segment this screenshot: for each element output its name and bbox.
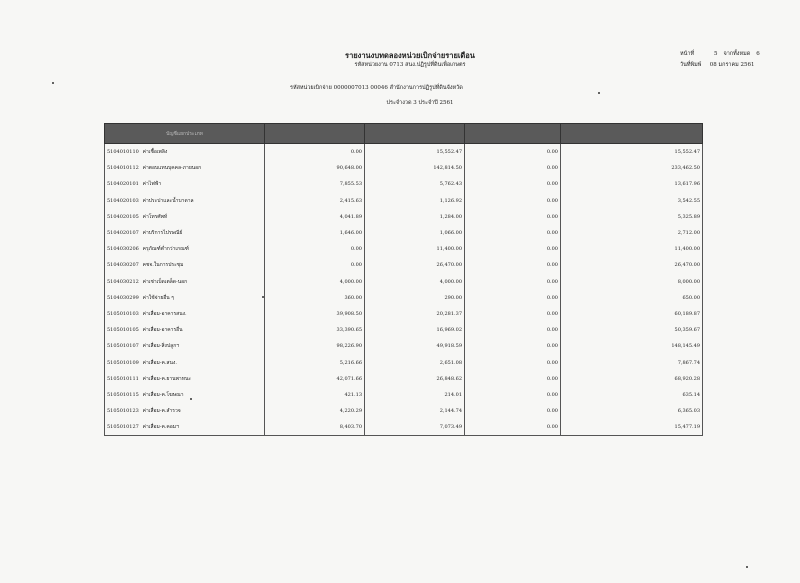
brought-forward-cell: 4,220.29 [265, 403, 365, 419]
credit-cell: 0.00 [465, 306, 561, 322]
account-name: ค่าไฟฟ้า [142, 181, 162, 188]
account-name: ค่าเสื่อม-ค.สำรวจ [142, 408, 181, 415]
debit-cell: 49,918.59 [365, 338, 465, 354]
debit-cell: 5,762.43 [365, 176, 465, 192]
account-name: ค่าเสื่อม-ค.คอมฯ [142, 424, 179, 431]
balance-cell: 650.00 [561, 290, 703, 306]
account-cell [105, 241, 265, 257]
balance-cell: 26,470.00 [561, 257, 703, 273]
account-cell [105, 209, 265, 225]
account-code: 5105010105 [107, 327, 139, 334]
debit-cell: 26,470.00 [365, 257, 465, 273]
table-row [105, 371, 703, 387]
brought-forward-cell: 360.00 [265, 290, 365, 306]
account-code: 5104030212 [107, 278, 139, 285]
report-title: รายงานงบทดลองหน่วยเบิกจ่ายรายเดือน [345, 51, 475, 60]
period-line: ประจำงวด 3 ประจำปี 2561 [386, 100, 454, 106]
debit-cell: 2,144.74 [365, 403, 465, 419]
scan-speck [52, 82, 54, 84]
print-date-label: วันที่พิมพ์ [680, 62, 702, 68]
account-cell [105, 160, 265, 176]
credit-cell: 0.00 [465, 338, 561, 354]
table-row [105, 160, 703, 176]
account-name: ค่าเสื่อม-ค.ยานพาหนะ [142, 375, 192, 382]
page-label: หน้าที่ [680, 51, 695, 57]
credit-cell: 0.00 [465, 193, 561, 209]
account-cell [105, 403, 265, 419]
scan-speck [190, 398, 192, 400]
account-cell [105, 176, 265, 192]
print-date: 08 มกราคม 2561 [709, 62, 755, 68]
credit-cell: 0.00 [465, 209, 561, 225]
account-code: 5104030206 [107, 246, 139, 253]
credit-cell: 0.00 [465, 354, 561, 370]
debit-cell: 290.00 [365, 290, 465, 306]
table-row [105, 338, 703, 354]
scan-speck [262, 296, 264, 298]
account-cell [105, 419, 265, 436]
account-name: ค่าโทรศัพท์ [142, 213, 168, 220]
column-header-brought-forward [265, 124, 365, 144]
debit-cell: 1,066.00 [365, 225, 465, 241]
account-code: 5104010112 [107, 165, 139, 172]
account-code: 5104020103 [107, 197, 139, 204]
column-header-balance [561, 124, 703, 144]
account-cell [105, 338, 265, 354]
account-cell [105, 144, 265, 161]
balance-cell: 15,477.19 [561, 419, 703, 436]
account-cell [105, 193, 265, 209]
table-row [105, 419, 703, 436]
brought-forward-cell: 0.00 [265, 241, 365, 257]
brought-forward-cell: 98,226.90 [265, 338, 365, 354]
agency-line: รหัสหน่วยงาน 0713 สนง.ปฏิรูปที่ดินเพื่อเกษตร [354, 62, 466, 68]
table-row [105, 257, 703, 273]
account-cell [105, 387, 265, 403]
balance-cell: 7,867.74 [561, 354, 703, 370]
account-name: ค่าเสื่อม-ค.โฆษณา [142, 391, 184, 398]
column-header-debit [365, 124, 465, 144]
account-code: 5104020101 [107, 181, 139, 188]
debit-cell: 20,281.37 [365, 306, 465, 322]
debit-cell: 214.01 [365, 387, 465, 403]
balance-cell: 635.14 [561, 387, 703, 403]
account-code: 5104010110 [107, 149, 139, 156]
brought-forward-cell: 5,216.66 [265, 354, 365, 370]
debit-cell: 15,552.47 [365, 144, 465, 161]
table-row [105, 322, 703, 338]
account-name: ค่าเช่าเบ็ดเตล็ด-นอก [142, 278, 188, 285]
account-code: 5105010115 [107, 391, 139, 398]
account-name: ค่าใช้จ่ายอื่น ๆ [142, 294, 174, 301]
page-info [680, 49, 764, 71]
debit-cell: 1,126.92 [365, 193, 465, 209]
account-name: ครุภัณฑ์ต่ำกว่าเกณฑ์ [142, 246, 189, 253]
total-label: จากทั้งหมด [723, 51, 751, 57]
account-cell [105, 290, 265, 306]
balance-cell: 233,462.50 [561, 160, 703, 176]
brought-forward-cell: 2,415.63 [265, 193, 365, 209]
account-code: 5105010103 [107, 310, 139, 317]
account-cell [105, 306, 265, 322]
balance-cell: 148,145.49 [561, 338, 703, 354]
debit-cell: 142,814.50 [365, 160, 465, 176]
credit-cell: 0.00 [465, 371, 561, 387]
account-name: ค่าเชื้อเพลิง [142, 149, 168, 156]
account-code: 5104030299 [107, 294, 139, 301]
credit-cell: 0.00 [465, 257, 561, 273]
brought-forward-cell: 0.00 [265, 144, 365, 161]
credit-cell: 0.00 [465, 290, 561, 306]
account-code: 5105010123 [107, 408, 139, 415]
scan-speck [746, 566, 748, 568]
table-row [105, 225, 703, 241]
account-code: 5105010107 [107, 343, 139, 350]
unit-line: รหัสหน่วยเบิกจ่าย 0000007013 00046 สำนักงานการปฏิรูปที่ดินจังหวัด [290, 85, 463, 91]
credit-cell: 0.00 [465, 144, 561, 161]
account-cell [105, 225, 265, 241]
account-cell [105, 354, 265, 370]
table-row [105, 209, 703, 225]
account-name: ค่าเสื่อม-สิ่งปลูกฯ [142, 343, 180, 350]
balance-cell: 11,400.00 [561, 241, 703, 257]
credit-cell: 0.00 [465, 176, 561, 192]
brought-forward-cell: 90,648.00 [265, 160, 365, 176]
account-code: 5105010127 [107, 424, 139, 431]
table-header-row [105, 124, 703, 144]
credit-cell: 0.00 [465, 387, 561, 403]
table-row [105, 403, 703, 419]
balance-cell: 6,365.03 [561, 403, 703, 419]
account-name: คชจ.ในการประชุม [142, 262, 184, 269]
debit-cell: 1,284.00 [365, 209, 465, 225]
balance-cell: 13,617.96 [561, 176, 703, 192]
trial-balance-table [104, 123, 703, 436]
balance-cell: 8,000.00 [561, 274, 703, 290]
credit-cell: 0.00 [465, 403, 561, 419]
balance-cell: 2,712.00 [561, 225, 703, 241]
brought-forward-cell: 8,403.70 [265, 419, 365, 436]
column-header-account: บัญชีแยกประเภท [105, 124, 265, 144]
credit-cell: 0.00 [465, 419, 561, 436]
balance-cell: 68,920.28 [561, 371, 703, 387]
brought-forward-cell: 1,646.00 [265, 225, 365, 241]
debit-cell: 2,651.08 [365, 354, 465, 370]
credit-cell: 0.00 [465, 241, 561, 257]
table-row [105, 193, 703, 209]
brought-forward-cell: 4,000.00 [265, 274, 365, 290]
debit-cell: 4,000.00 [365, 274, 465, 290]
account-code: 5105010111 [107, 375, 139, 382]
scan-speck [598, 92, 600, 94]
table-row [105, 354, 703, 370]
table-row [105, 176, 703, 192]
account-code: 5104030207 [107, 262, 139, 269]
debit-cell: 16,969.02 [365, 322, 465, 338]
brought-forward-cell: 39,908.50 [265, 306, 365, 322]
table-row [105, 387, 703, 403]
column-header-credit [465, 124, 561, 144]
brought-forward-cell: 33,390.65 [265, 322, 365, 338]
account-code: 5105010109 [107, 359, 139, 366]
debit-cell: 11,400.00 [365, 241, 465, 257]
brought-forward-cell: 7,855.53 [265, 176, 365, 192]
account-cell [105, 371, 265, 387]
total-pages: 6 [756, 51, 760, 57]
table-row [105, 306, 703, 322]
credit-cell: 0.00 [465, 274, 561, 290]
credit-cell: 0.00 [465, 225, 561, 241]
balance-cell: 50,359.67 [561, 322, 703, 338]
brought-forward-cell: 0.00 [265, 257, 365, 273]
report-header [290, 50, 530, 70]
table-row [105, 144, 703, 161]
brought-forward-cell: 4,041.89 [265, 209, 365, 225]
account-cell [105, 322, 265, 338]
account-name: ค่าบริการไปรษณีย์ [142, 230, 183, 237]
account-name: ค่าเสื่อม-ค.สนง. [142, 359, 177, 366]
credit-cell: 0.00 [465, 322, 561, 338]
balance-cell: 3,542.55 [561, 193, 703, 209]
debit-cell: 7,073.49 [365, 419, 465, 436]
account-code: 5104020107 [107, 230, 139, 237]
account-cell [105, 274, 265, 290]
account-name: ค่าเสื่อม-อาคารสนง. [142, 310, 187, 317]
account-code: 5104020105 [107, 213, 139, 220]
account-cell [105, 257, 265, 273]
table-row [105, 274, 703, 290]
debit-cell: 26,848.62 [365, 371, 465, 387]
balance-cell: 5,325.89 [561, 209, 703, 225]
credit-cell: 0.00 [465, 160, 561, 176]
account-name: ค่าประปาและน้ำบาดาล [142, 197, 194, 204]
page-number: 5 [714, 51, 718, 57]
account-name: ค่าเสื่อม-อาคารอื่น [142, 327, 183, 334]
brought-forward-cell: 421.13 [265, 387, 365, 403]
account-name: ค่าตอบแทนบุคคล-ภายนอก [142, 165, 202, 172]
brought-forward-cell: 42,071.66 [265, 371, 365, 387]
balance-cell: 60,189.87 [561, 306, 703, 322]
table-row [105, 241, 703, 257]
balance-cell: 15,552.47 [561, 144, 703, 161]
table-row [105, 290, 703, 306]
